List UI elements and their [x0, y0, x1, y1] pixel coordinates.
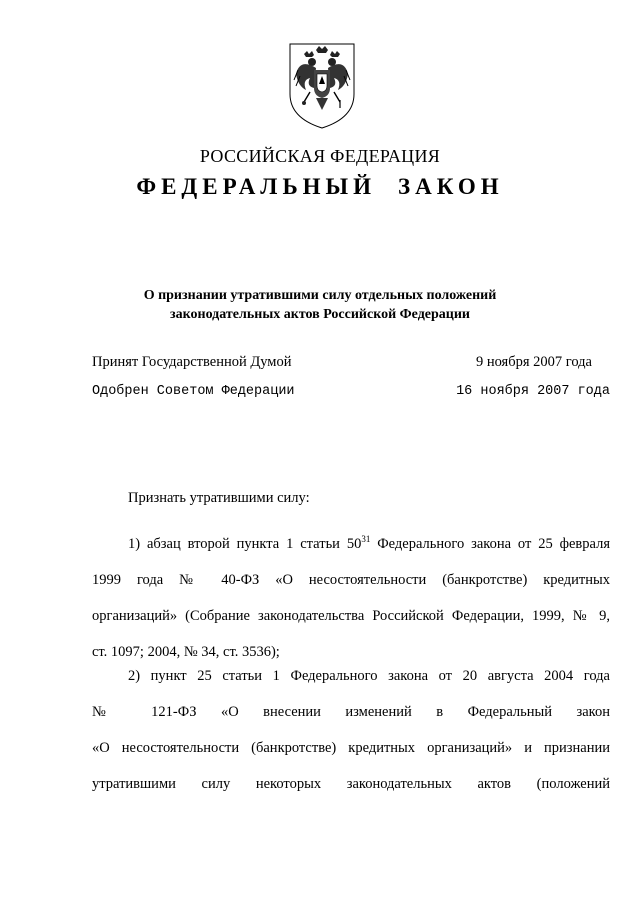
council-label: Одобрен Советом Федерации: [92, 384, 295, 399]
item-2-line-1: 2) пункт 25 статьи 1 Федерального закона от 20 августа 2004 года: [128, 668, 610, 684]
document-type: [0, 174, 640, 200]
council-date: 16 ноября 2007 года: [456, 384, 610, 399]
approval-council-row: [92, 384, 610, 404]
item-1-line-1: [92, 526, 610, 562]
item-1-line-4: ст. 1097; 2004, № 34, ст. 3536);: [92, 644, 280, 660]
country-name: РОССИЙСКАЯ ФЕДЕРАЦИЯ: [199, 146, 441, 166]
coat-of-arms-icon: [286, 40, 358, 130]
duma-label: Принят Государственной Думой: [92, 354, 292, 370]
document-type-word-2: ЗАКОН: [398, 174, 504, 199]
item-1-paragraph: [92, 526, 610, 670]
duma-date: 9 ноября 2007 года: [475, 354, 592, 370]
law-title-line-1: О признании утратившими силу отдельных положений: [143, 288, 497, 303]
item-2-line-2: № 121-ФЗ «О внесении изменений в Федеральный закон: [92, 704, 610, 720]
item-1-line-1-a: 1) абзац второй пункта 1 статьи 50: [128, 536, 362, 552]
adoption-duma-row: [92, 354, 610, 374]
law-title-line-2: законодательных актов Российской Федерации: [170, 307, 470, 322]
intro-paragraph: Признать утратившими силу:: [128, 490, 310, 506]
item-2-line-3: «О несостоятельности (банкротстве) кредитных организаций» и признании: [92, 740, 610, 756]
item-1-superscript: 31: [361, 534, 371, 544]
document-type-word-1: ФЕДЕРАЛЬНЫЙ: [136, 174, 377, 199]
item-1-line-2: 1999 года № 40-ФЗ «О несостоятельности (банкротстве) кредитных: [92, 572, 610, 588]
item-1-line-1-b: Федерального закона от 25 февраля: [370, 536, 610, 552]
item-1-line-3: организаций» (Собрание законодательства Российской Федерации, 1999, № 9,: [92, 608, 610, 624]
item-2-paragraph: [92, 658, 610, 802]
law-title: [0, 286, 640, 324]
item-2-line-4: утратившими силу некоторых законодательных актов (положений: [92, 776, 610, 792]
